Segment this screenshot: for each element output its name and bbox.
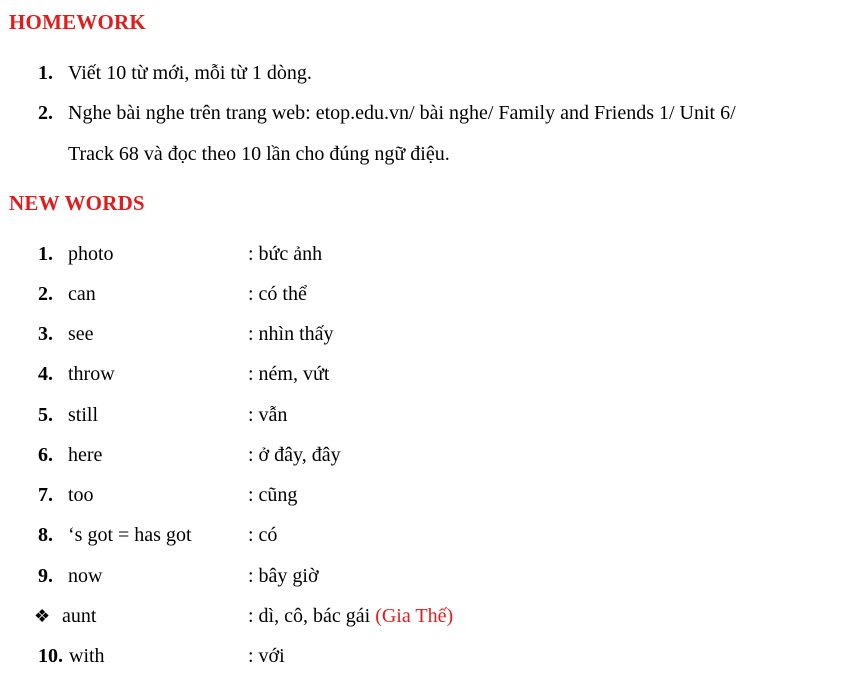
- word-row: [38, 282, 738, 306]
- homework-item-continuation: Track 68 và đọc theo 10 lần cho đúng ngữ điệu.: [68, 143, 450, 165]
- word-meaning: : nhìn thấy: [248, 323, 334, 345]
- word-number: 1.: [38, 243, 53, 265]
- homework-item-text: Viết 10 từ mới, mỗi từ 1 dòng.: [68, 62, 312, 84]
- word-term: throw: [68, 363, 115, 385]
- word-meaning: : có thể: [248, 283, 307, 305]
- word-meaning: : vẫn: [248, 404, 288, 426]
- word-number: 10.: [38, 645, 63, 667]
- word-number: 4.: [38, 363, 53, 385]
- word-row: [38, 443, 738, 467]
- word-meaning: : ném, vứt: [248, 363, 330, 385]
- diamond-bullet-icon: ❖: [34, 606, 51, 626]
- word-row: [38, 403, 738, 427]
- word-term: aunt: [62, 605, 97, 627]
- word-row: [38, 242, 738, 266]
- word-note: (Gia Thế): [375, 605, 454, 627]
- homework-heading: HOMEWORK: [9, 10, 146, 34]
- word-term: still: [68, 404, 99, 426]
- word-row: [38, 523, 738, 547]
- word-number: 7.: [38, 484, 53, 506]
- word-term: can: [68, 283, 96, 305]
- word-term: now: [68, 565, 103, 587]
- word-number: 6.: [38, 444, 53, 466]
- word-number: 2.: [38, 283, 53, 305]
- word-row: [38, 483, 738, 507]
- word-term: too: [68, 484, 94, 506]
- word-meaning: : với: [248, 645, 285, 667]
- word-number: 5.: [38, 404, 53, 426]
- word-term: photo: [68, 243, 114, 265]
- word-term: with: [69, 645, 105, 667]
- word-number: 9.: [38, 565, 53, 587]
- word-term: ‘s got = has got: [68, 524, 192, 546]
- new-words-heading: NEW WORDS: [9, 191, 145, 215]
- word-meaning: : bây giờ: [248, 565, 319, 587]
- word-meaning: : bức ảnh: [248, 243, 323, 265]
- word-meaning: : ở đây, đây: [248, 444, 341, 466]
- word-row: [38, 322, 738, 346]
- word-row: [38, 362, 738, 386]
- homework-item-text: Nghe bài nghe trên trang web: etop.edu.vn/ bài nghe/ Family and Friends 1/ Unit 6/: [68, 102, 736, 124]
- word-meaning: [248, 604, 453, 628]
- word-meaning: : có: [248, 524, 278, 546]
- word-meaning-text: : dì, cô, bác gái: [248, 605, 376, 627]
- word-meaning: : cũng: [248, 484, 298, 506]
- word-row: [34, 604, 738, 628]
- word-term: see: [68, 323, 94, 345]
- word-number: 8.: [38, 524, 53, 546]
- word-row: [38, 564, 738, 588]
- word-term: here: [68, 444, 103, 466]
- word-row: [38, 644, 738, 668]
- word-number: 3.: [38, 323, 53, 345]
- homework-item-number: 2.: [38, 102, 53, 124]
- homework-item-number: 1.: [38, 62, 53, 84]
